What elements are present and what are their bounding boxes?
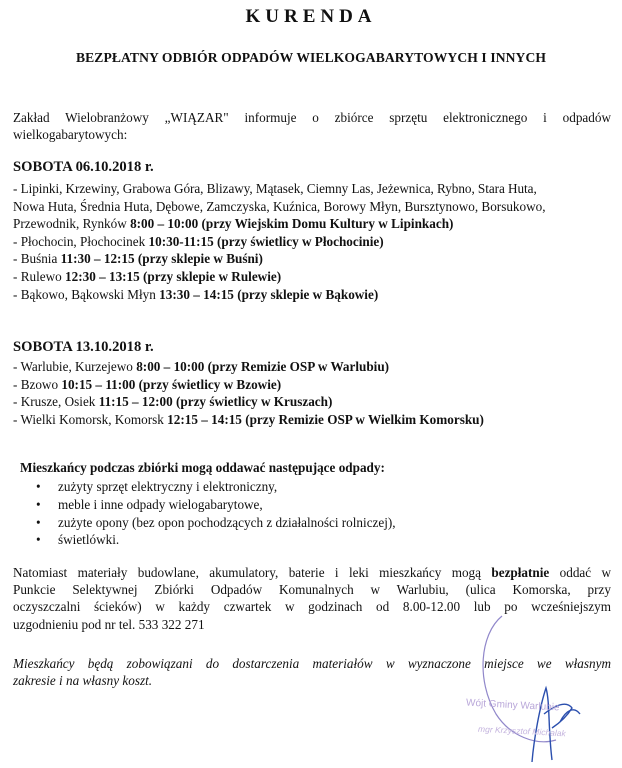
intro-line-1: Zakład Wielobranżowy „WIĄZAR" informuje o zbiórce sprzętu elektronicznego i odpadów [13, 110, 611, 125]
residents-heading: Mieszkańcy podczas zbiórki mogą oddawać następujące odpady: [20, 460, 385, 475]
signature-icon [532, 688, 580, 762]
item-text: - Buśnia [13, 251, 61, 267]
section-2-item-4 [13, 411, 613, 429]
list-item-text: świetlówki. [58, 532, 120, 548]
info-line-1-a: Natomiast materiały budowlane, akumulatory, baterie i leki mieszkańcy mogą [13, 565, 492, 580]
section-1-line-3-bold: 8:00 – 10:00 (przy Wiejskim Domu Kultury w Lipinkach) [130, 216, 454, 232]
signature-loop-icon [483, 616, 556, 742]
item-time-place: 8:00 – 10:00 (przy Remizie OSP w Warlubiu) [136, 359, 390, 374]
section-1-line-2: Nowa Huta, Średnia Huta, Dębowe, Zamczyska, Kuźnica, Borowy Młyn, Bursztynowo, Borsukowo, [13, 198, 546, 214]
item-time-place: 11:15 – 12:00 (przy świetlicy w Kruszach) [98, 394, 333, 410]
list-item [36, 496, 396, 514]
item-text: - Płochocin, Płochocinek [13, 233, 149, 249]
section-2-item-1 [13, 358, 613, 376]
item-text: - Wielki Komorsk, Komorsk [13, 411, 168, 427]
document-subtitle: BEZPŁATNY ODBIÓR ODPADÓW WIELKOGABARYTOWYCH I INNYCH [75, 50, 547, 65]
section-2-heading: SOBOTA 13.10.2018 r. [13, 339, 154, 355]
info-line-2: Punkcie Selektywnej Zbiórki Odpadów Komunalnych w Warlubiu, (ulica Komorska, przy [13, 582, 611, 598]
info-line-1-b: oddać w [549, 565, 612, 580]
bullet-icon: • [36, 496, 41, 512]
section-1-heading: SOBOTA 06.10.2018 r. [13, 159, 154, 175]
signature-stamp [440, 610, 622, 768]
info-free-word: bezpłatnie [491, 565, 550, 580]
intro-line-2: wielkogabarytowych: [13, 127, 128, 142]
final-line-1: Mieszkańcy będą zobowiązani do dostarczenia materiałów w wyznaczone miejsce we własnym [13, 656, 611, 671]
section-1-line-3-text: Przewodnik, Rynków [13, 216, 131, 232]
list-item-text: meble i inne odpady wielogabarytowe, [58, 496, 263, 512]
item-time-place: 13:30 – 14:15 (przy sklepie w Bąkowie) [159, 286, 379, 302]
section-1-list [13, 180, 613, 303]
section-1-item-2 [13, 250, 613, 268]
item-time-place: 12:30 – 13:15 (przy sklepie w Rulewie) [65, 268, 282, 284]
info-line-3: oczyszczalni ścieków) w każdy czwartek w godzinach od 8.00-12.00 lub po wcześniejszym [13, 599, 611, 615]
stamp-name: mgr Krzysztof Michalak [477, 723, 567, 739]
item-text: - Warlubie, Kurzejewo [13, 359, 137, 374]
waste-types-list [36, 478, 396, 549]
intro-paragraph [13, 109, 611, 143]
section-1-item-3 [13, 268, 613, 286]
list-item [36, 478, 396, 496]
section-1-item-4 [13, 286, 613, 304]
section-2-list [13, 358, 613, 428]
item-time-place: 10:30-11:15 (przy świetlicy w Płochocinie) [148, 233, 384, 249]
final-line-2: zakresie i na własny koszt. [13, 673, 153, 688]
bullet-icon: • [36, 532, 41, 548]
info-line-4: uzgodnieniu pod nr tel. 533 322 271 [13, 616, 205, 632]
item-time-place: 11:30 – 12:15 (przy sklepie w Buśni) [60, 251, 263, 267]
section-2-item-3 [13, 393, 613, 411]
item-time-place: 12:15 – 14:15 (przy Remizie OSP w Wielkim Komorsku) [167, 411, 484, 427]
section-1-line-1: - Lipinki, Krzewiny, Grabowa Góra, Blizawy, Mątasek, Ciemny Las, Jeżewnica, Rybno, Stara Huta, [13, 181, 537, 196]
info-line-1 [13, 564, 611, 581]
list-item [36, 531, 396, 549]
list-item [36, 514, 396, 532]
item-text: - Rulewo [13, 268, 66, 284]
document-title: KURENDA [245, 6, 377, 27]
stamp-title: Wójt Gminy Warlubie [465, 697, 560, 714]
list-item-text: zużyte opony (bez opon pochodzących z działalności rolniczej), [58, 514, 396, 530]
section-1-line-3 [13, 215, 613, 233]
section-1-item-1 [13, 233, 613, 251]
bullet-icon: • [36, 514, 41, 530]
item-text: - Krusze, Osiek [13, 394, 99, 410]
item-text: - Bzowo [13, 376, 62, 392]
bullet-icon: • [36, 479, 41, 494]
item-time-place: 10:15 – 11:00 (przy świetlicy w Bzowie) [61, 376, 282, 392]
item-text: - Bąkowo, Bąkowski Młyn [13, 286, 160, 302]
list-item-text: zużyty sprzęt elektryczny i elektroniczny, [58, 479, 278, 494]
section-2-item-2 [13, 376, 613, 394]
